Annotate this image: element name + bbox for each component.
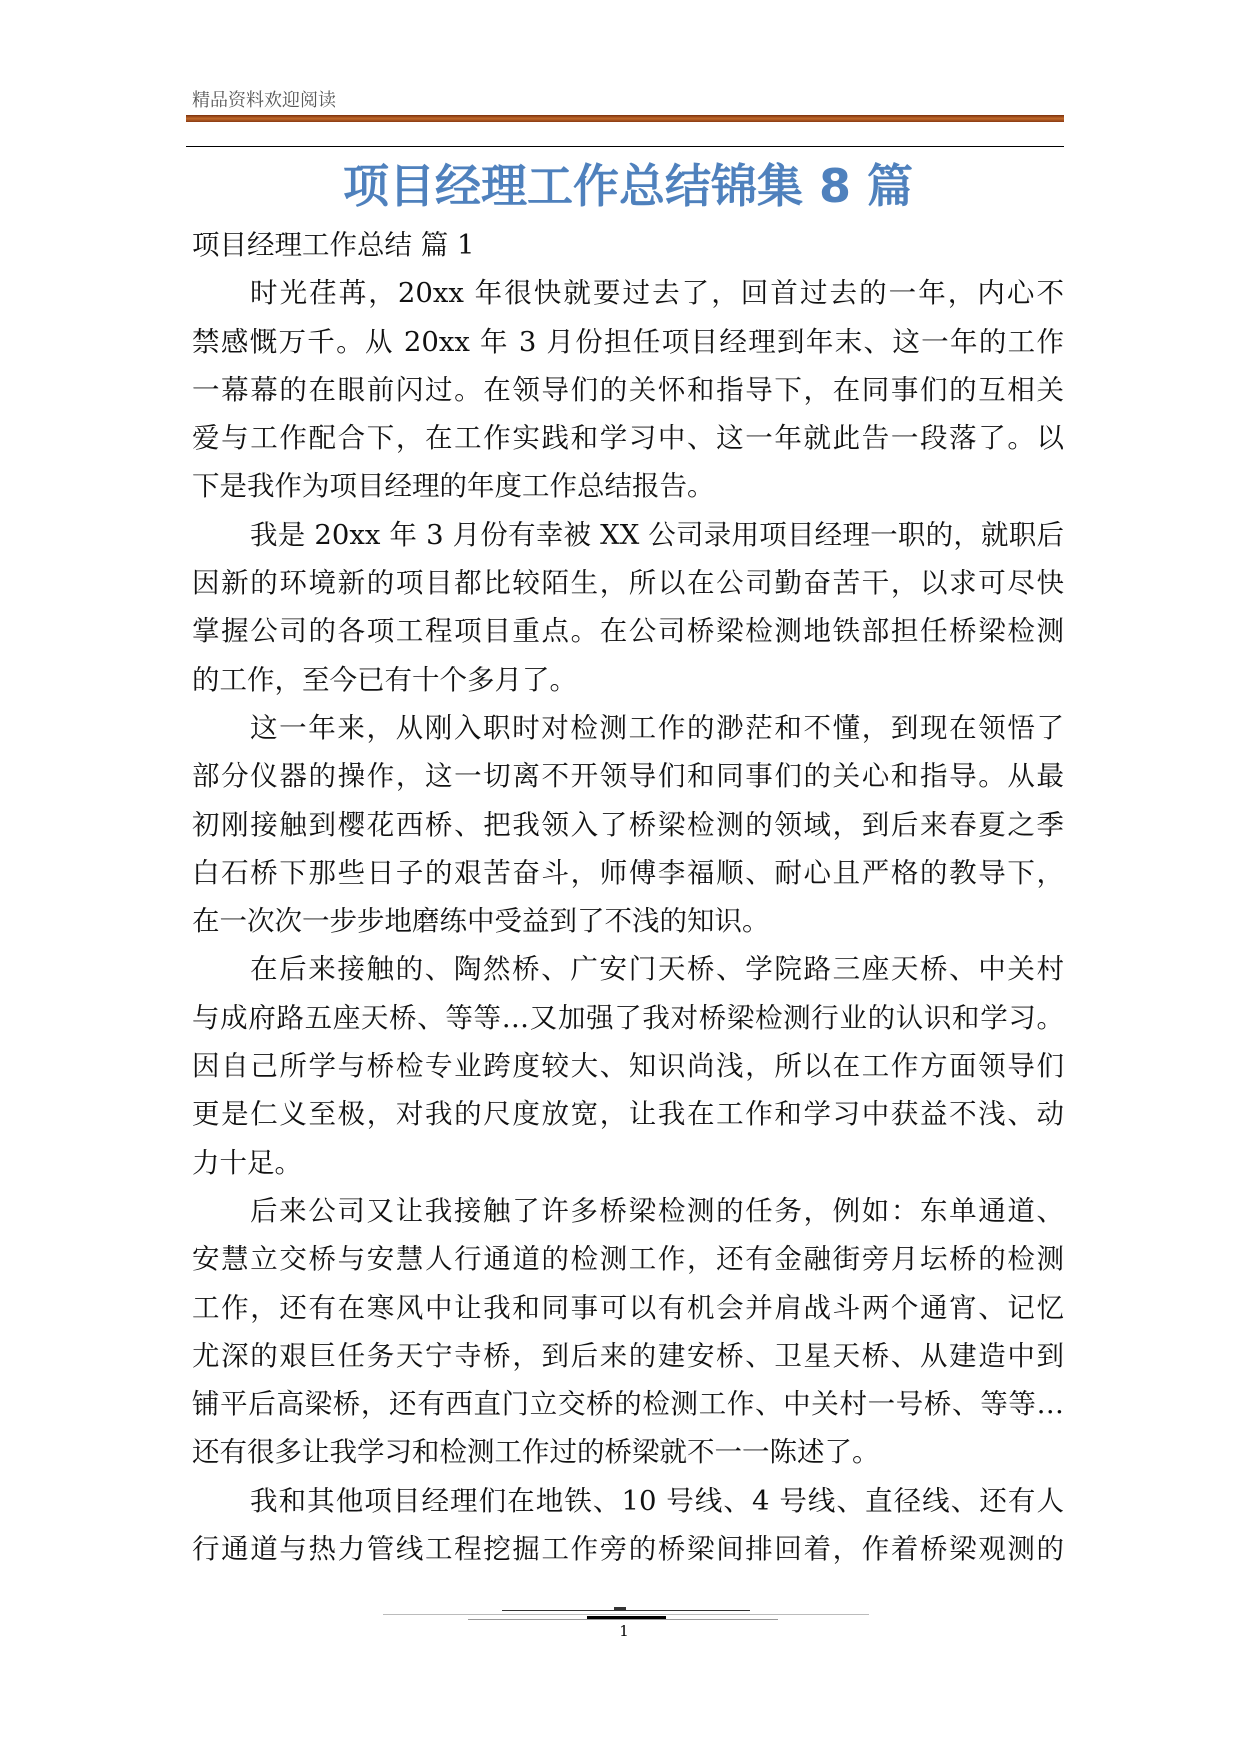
body-line: 掌握公司的各项工程项目重点。在公司桥梁检测地铁部担任桥梁检测 bbox=[192, 615, 1064, 648]
page-number: 1 bbox=[619, 1622, 629, 1640]
body-line: 部分仪器的操作，这一切离不开领导们和同事们的关心和指导。从最 bbox=[192, 760, 1064, 793]
footer-rule bbox=[383, 1614, 869, 1615]
body-line: 禁感慨万千。从 20xx 年 3 月份担任项目经理到年末、这一年的工作 bbox=[192, 325, 1064, 358]
body-line: 尤深的艰巨任务天宁寺桥，到后来的建安桥、卫星天桥、从建造中到 bbox=[192, 1339, 1064, 1372]
body-line: 工作，还有在寒风中让我和同事可以有机会并肩战斗两个通宵、记忆 bbox=[192, 1291, 1064, 1324]
body-line: 在一次次一步步地磨练中受益到了不浅的知识。 bbox=[192, 905, 770, 938]
header-rule bbox=[186, 146, 1064, 147]
body-line: 因自己所学与桥检专业跨度较大、知识尚浅，所以在工作方面领导们 bbox=[192, 1050, 1064, 1083]
body-line: 时光荏苒，20xx 年很快就要过去了，回首过去的一年，内心不 bbox=[250, 277, 1064, 310]
body-line: 还有很多让我学习和检测工作过的桥梁就不一一陈述了。 bbox=[192, 1436, 880, 1469]
section-heading: 项目经理工作总结 篇 1 bbox=[192, 229, 475, 261]
body-line: 这一年来，从刚入职时对检测工作的渺茫和不懂，到现在领悟了 bbox=[250, 711, 1064, 744]
paragraph bbox=[192, 945, 1064, 1186]
body-line: 在后来接触的、陶然桥、广安门天桥、学院路三座天桥、中关村 bbox=[250, 953, 1064, 986]
document-title: 项目经理工作总结锦集 8 篇 bbox=[342, 159, 914, 213]
body-line: 白石桥下那些日子的艰苦奋斗，师傅李福顺、耐心且严格的教导下， bbox=[192, 856, 1064, 889]
body-line: 后来公司又让我接触了许多桥梁检测的任务，例如：东单通道、 bbox=[250, 1194, 1064, 1227]
body-line: 铺平后高梁桥，还有西直门立交桥的检测工作、中关村一号桥、等等… bbox=[192, 1388, 1064, 1421]
paragraph bbox=[192, 1477, 1064, 1574]
body-line: 安慧立交桥与安慧人行通道的检测工作，还有金融街旁月坛桥的检测 bbox=[192, 1243, 1064, 1276]
body-line: 的工作，至今已有十个多月了。 bbox=[192, 663, 577, 696]
header-bar bbox=[186, 115, 1064, 122]
body-line: 初刚接触到樱花西桥、把我领入了桥梁检测的领域，到后来春夏之季 bbox=[192, 808, 1064, 841]
footer-ornament bbox=[614, 1607, 626, 1610]
header-tagline: 精品资料欢迎阅读 bbox=[192, 90, 336, 111]
body-line: 更是仁义至极，对我的尺度放宽，让我在工作和学习中获益不浅、动 bbox=[192, 1098, 1064, 1131]
footer-rule bbox=[468, 1619, 778, 1620]
footer-rule bbox=[502, 1610, 750, 1611]
body-line: 行通道与热力管线工程挖掘工作旁的桥梁间排回着，作着桥梁观测的 bbox=[192, 1533, 1064, 1566]
body-line: 与成府路五座天桥、等等…又加强了我对桥梁检测行业的认识和学习。 bbox=[192, 1001, 1064, 1034]
body-line: 我是 20xx 年 3 月份有幸被 XX 公司录用项目经理一职的，就职后 bbox=[250, 518, 1064, 551]
body-line: 爱与工作配合下，在工作实践和学习中、这一年就此告一段落了。以 bbox=[192, 422, 1064, 455]
body-line: 下是我作为项目经理的年度工作总结报告。 bbox=[192, 470, 715, 503]
paragraph bbox=[192, 704, 1064, 945]
paragraph bbox=[192, 511, 1064, 704]
body-line: 我和其他项目经理们在地铁、10 号线、4 号线、直径线、还有人 bbox=[250, 1484, 1064, 1517]
body-line: 力十足。 bbox=[192, 1146, 302, 1179]
document-body bbox=[192, 221, 1064, 1573]
body-line: 因新的环境新的项目都比较陌生，所以在公司勤奋苦干，以求可尽快 bbox=[192, 567, 1064, 600]
paragraph bbox=[192, 1187, 1064, 1477]
paragraph bbox=[192, 269, 1064, 510]
body-line: 一幕幕的在眼前闪过。在领导们的关怀和指导下，在同事们的互相关 bbox=[192, 373, 1064, 406]
